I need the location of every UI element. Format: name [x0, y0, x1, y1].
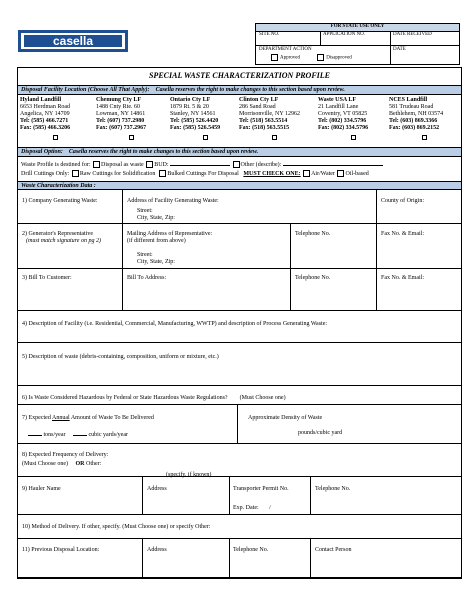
facility-address-cell[interactable]	[123, 190, 377, 224]
bud-checkbox[interactable]	[146, 161, 153, 168]
facility-hyland: Hyland Landfill 6653 Herdman Road Angelica, NY 14709 Tel: (585) 466.7271 Fax: (585) 466.3206	[20, 97, 70, 132]
waste-description-label: 5) Description of waste (debris-containing, composition, uniform or mixture, etc.)	[22, 354, 219, 360]
facility-checkbox[interactable]	[351, 135, 356, 140]
waste-characterization-bar: Waste Characterization Data :	[17, 181, 462, 190]
other-checkbox[interactable]	[233, 161, 240, 168]
row-4[interactable]	[18, 311, 461, 343]
telephone-label: Telephone No.	[315, 486, 351, 492]
disposal-as-waste-checkbox[interactable]	[93, 161, 100, 168]
oil-based-checkbox[interactable]	[337, 170, 344, 177]
facility-name: Waste USA LF	[318, 97, 357, 103]
city-state-zip-label: City, State, Zip:	[137, 259, 175, 265]
tons-label: tons/year	[43, 432, 66, 438]
facility-nces: NCES Landfill 581 Trudeau Road Bethlehem, NH 03574 Tel: (603) 869.3366 Fax: (603) 869.2152	[389, 97, 443, 132]
row-6[interactable]	[18, 386, 461, 405]
bill-to-label: 3) Bill To Customer:	[22, 275, 72, 281]
hauler-name-cell[interactable]	[18, 477, 143, 515]
facility-name: Hyland Landfill	[20, 97, 62, 103]
hauler-name-label: 9) Hauler Name	[22, 486, 61, 492]
row-1	[18, 190, 461, 224]
profile-destination-row	[21, 160, 459, 168]
cubic-yards-label: cubic yards/year	[88, 432, 128, 438]
bill-address-label: Bill To Address:	[127, 275, 167, 281]
previous-disposal-label: 11) Previous Disposal Location:	[22, 547, 100, 553]
generator-rep-label: 2) Generator's Representative	[22, 231, 94, 237]
previous-telephone-cell[interactable]	[230, 539, 311, 578]
disapproved-option[interactable]	[316, 54, 352, 62]
page-title: SPECIAL WASTE CHARACTERIZATION PROFILE	[148, 71, 330, 80]
must-choose-one: (Must Choose one)	[22, 461, 68, 467]
facility-checkbox[interactable]	[203, 135, 208, 140]
bill-address-cell[interactable]	[123, 269, 291, 311]
telephone-label: Telephone No.	[233, 547, 269, 553]
mailing-address-label: Mailing Address of Representative:	[127, 231, 213, 237]
characterization-table	[17, 190, 462, 579]
mailing-address-note: (if different from above)	[127, 238, 186, 244]
facility-chemung: Chemung Cty LF 1488 Cnty Rte. 60 Lowman, NY 14861 Tel: (607) 737.2980 Fax: (607) 737.2967	[96, 97, 146, 132]
other-describe-field[interactable]	[283, 160, 383, 166]
previous-disposal-cell[interactable]	[18, 539, 143, 578]
tons-field[interactable]	[28, 430, 42, 436]
telephone-label: Telephone No.	[295, 275, 331, 281]
must-choose-one: (Must Choose one)	[122, 524, 169, 530]
bill-telephone-cell[interactable]	[291, 269, 377, 311]
specify-note: (specify, if known)	[166, 472, 212, 478]
facility-name: Chemung Cty LF	[96, 97, 142, 103]
casella-logo	[18, 30, 128, 52]
contact-person-label: Contact Person	[315, 547, 352, 553]
other-label: Other:	[195, 524, 211, 530]
company-cell[interactable]	[18, 190, 123, 224]
previous-address-cell[interactable]	[143, 539, 230, 578]
application-no-label: APPLICATION NO.	[323, 32, 365, 37]
oil-based-label: Oil-based	[345, 170, 369, 177]
drill-cuttings-row	[21, 170, 459, 178]
generator-rep-cell[interactable]	[18, 224, 123, 269]
state-use-header: FOR STATE USE ONLY	[256, 24, 459, 31]
bill-to-cell[interactable]	[18, 269, 123, 311]
or-label: OR	[75, 461, 85, 467]
fax-email-label: Fax No. & Email:	[381, 231, 424, 237]
transporter-permit-label: Transporter Permit No.	[233, 486, 289, 492]
frequency-label: 8) Expected Frequency of Delivery:	[22, 452, 109, 458]
logo-graphic	[18, 30, 128, 52]
cubic-yards-field[interactable]	[73, 430, 87, 436]
date-received-label: DATE RECEIVED	[393, 32, 432, 37]
pounds-per-cy-label: pounds/cubic yard	[298, 430, 343, 436]
state-use-box	[255, 23, 460, 65]
hazardous-question: 6) Is Waste Considered Hazardous by Federal or State Hazardous Waste Regulations?	[22, 395, 228, 401]
previous-address-label: Address	[147, 547, 167, 553]
other-label: Other:	[86, 461, 102, 467]
disposal-option-label: Disposal Option:	[21, 149, 63, 155]
bill-fax-cell[interactable]	[377, 269, 461, 311]
row-2	[18, 224, 461, 269]
hauler-address-cell[interactable]	[143, 477, 230, 515]
other-label: Other (describe):	[240, 162, 282, 168]
dept-action-label: DEPARTMENT ACTION	[259, 47, 312, 52]
facility-list	[17, 96, 462, 146]
street-label: Street:	[137, 252, 153, 258]
profile-destination-label: Waste Profile is destined for:	[21, 162, 91, 168]
facility-ontario: Ontario Cty LF 1879 Rt. 5 & 20 Stanley, NY 14561 Tel: (585) 526.4420 Fax: (585) 526.5459	[170, 97, 220, 132]
row-7	[18, 405, 461, 444]
row-8[interactable]	[18, 444, 461, 477]
row-10[interactable]	[18, 515, 461, 539]
street-label: Street:	[137, 208, 153, 214]
facility-description-label: 4) Description of Facility (i.e. Residential, Commercial, Manufacturing, WWTP) and description of Process Generating Waste:	[22, 321, 328, 327]
annual-amount-label-start: 7) Expected	[22, 415, 51, 421]
rep-telephone-cell[interactable]	[291, 224, 377, 269]
date-label: DATE	[393, 47, 406, 52]
facility-name: Ontario Cty LF	[170, 97, 211, 103]
facility-checkbox[interactable]	[272, 135, 277, 140]
disposal-location-label: Disposal Facility Location (Choose All That Apply):	[21, 87, 150, 93]
hauler-telephone-cell[interactable]	[311, 477, 461, 515]
must-check-one-label: MUST CHECK ONE:	[243, 170, 301, 177]
row-11	[18, 539, 461, 578]
transporter-permit-cell[interactable]	[230, 477, 311, 515]
exp-date-slash: /	[269, 505, 271, 511]
telephone-label: Telephone No.	[295, 231, 331, 237]
rep-fax-cell[interactable]	[377, 224, 461, 269]
annual-label: Annual	[52, 415, 70, 421]
disposal-option-bar	[17, 147, 462, 157]
county-label: County of Origin:	[381, 198, 424, 204]
disposal-as-waste-label: Disposal as waste	[101, 162, 144, 168]
disposal-location-bar	[17, 85, 462, 95]
hauler-address-label: Address	[147, 486, 167, 492]
raw-cuttings-label: Raw Cuttings for Solidification	[79, 170, 156, 177]
row-9	[18, 477, 461, 515]
disapproved-checkbox[interactable]	[317, 54, 324, 61]
approved-checkbox[interactable]	[271, 54, 278, 61]
air-water-checkbox[interactable]	[303, 170, 310, 177]
contact-person-cell[interactable]	[311, 539, 461, 578]
disposal-location-note: Casella reserves the right to make changes to this section based upon review.	[155, 87, 345, 93]
bulked-cuttings-label: Bulked Cuttings For Disposal	[167, 170, 239, 177]
drill-cuttings-label: Drill Cuttings Only:	[21, 170, 70, 177]
facility-checkbox[interactable]	[53, 135, 58, 140]
or-specify-label: or specify	[169, 524, 194, 530]
county-cell[interactable]	[377, 190, 461, 224]
must-choose-one: (Must Choose one)	[239, 395, 286, 401]
approved-option[interactable]	[270, 54, 300, 62]
facility-checkbox[interactable]	[129, 135, 134, 140]
approved-label: Approved	[279, 55, 300, 61]
logo-text: casella	[52, 34, 94, 48]
mailing-address-cell[interactable]	[123, 224, 291, 269]
facility-address-label: Address of Facility Generating Waste:	[127, 198, 219, 204]
facility-name: NCES Landfill	[389, 97, 428, 103]
facility-waste-usa: Waste USA LF 21 Landfill Lane Coventry, VT 05825 Tel: (802) 334.5796 Fax: (802) 334.5796	[318, 97, 368, 132]
bulked-cuttings-checkbox[interactable]	[159, 170, 166, 177]
facility-checkbox[interactable]	[422, 135, 427, 140]
density-cell[interactable]	[238, 405, 461, 444]
exp-date-label: Exp. Date:	[233, 505, 259, 511]
annual-amount-label-end: Amount of Waste To Be Delivered	[70, 415, 154, 421]
city-state-zip-label: City, State, Zip:	[137, 215, 175, 221]
density-label: Approximate Density of Waste	[248, 415, 323, 421]
fax-email-label: Fax No. & Email:	[381, 275, 424, 281]
bud-label: BUD:	[154, 162, 169, 168]
company-label: 1) Company Generating Waste:	[22, 198, 98, 204]
air-water-label: Air/Water	[311, 170, 335, 177]
bud-field[interactable]	[170, 160, 230, 166]
row-5[interactable]	[18, 343, 461, 386]
annual-amount-cell[interactable]	[18, 405, 238, 444]
disposal-option-note: Casella reserves the right to make changes to this section based upon review.	[68, 149, 259, 155]
delivery-method-label: 10) Method of Delivery. If other, specify.	[22, 524, 121, 530]
facility-clinton: Clinton Cty LF 286 Sand Road Morrisonville, NY 12962 Tel: (518) 563.5514 Fax: (518) 563.5515	[239, 97, 300, 132]
generator-rep-note: (must match signature on pg 2)	[26, 238, 101, 244]
site-no-label: SITE NO.	[259, 32, 280, 37]
disapproved-label: Disapproved	[326, 55, 352, 61]
raw-cuttings-checkbox[interactable]	[72, 170, 79, 177]
facility-name: Clinton Cty LF	[239, 97, 279, 103]
row-3	[18, 269, 461, 311]
